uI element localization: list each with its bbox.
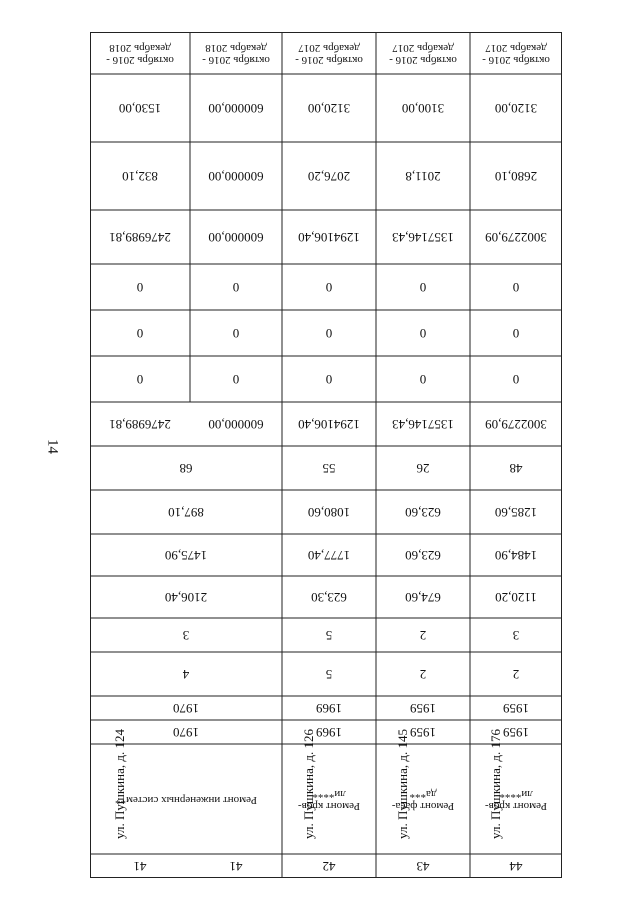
page-number: 14	[44, 439, 61, 454]
cell-c1: 4	[182, 666, 190, 682]
cell-c4: 623,60	[405, 547, 441, 563]
cell-c12: 2680,10	[494, 168, 538, 184]
cell-c4: 1777,40	[307, 547, 351, 563]
work-type: Ремонт кров-ли****	[298, 788, 360, 812]
address: ул. Пушкина, д. 126	[301, 729, 317, 839]
row-number: 42	[322, 858, 336, 874]
cell-c8: 0	[419, 279, 427, 295]
cell-c13: 3120,00	[307, 100, 351, 116]
cell-year2: 1969	[316, 700, 342, 716]
cell-c3: 2106,40	[164, 589, 208, 605]
cell-c2: 5	[325, 627, 333, 643]
cell-c12: 600000,00	[208, 168, 264, 184]
cell-period: октябрь 2016 - декабрь 2017	[295, 42, 363, 66]
cell-c7: 1357146,43	[392, 229, 454, 245]
cell-year2: 1970	[173, 700, 199, 716]
cell-c3: 1120,20	[495, 589, 537, 605]
cell-c1: 2	[512, 666, 520, 682]
cell-c5: 623,60	[405, 504, 441, 520]
cell-c8: 0	[136, 279, 144, 295]
cell-c3: 674,60	[405, 589, 441, 605]
cell-c6: 48	[509, 460, 523, 476]
cell-year2: 1959	[503, 700, 529, 716]
cell-year2: 1959	[410, 700, 436, 716]
cell-c7: 600000,00	[208, 229, 264, 245]
cell-c1: 5	[325, 666, 333, 682]
cell-c4: 1484,90	[494, 547, 538, 563]
cell-c7: 3002279,09	[485, 229, 547, 245]
row-number: 44	[509, 858, 523, 874]
cell-c12: 2076,20	[307, 168, 351, 184]
work-type: Ремонт фаса-да***	[391, 788, 455, 812]
row-number: 43	[416, 858, 430, 874]
cell-c13: 3120,00	[494, 100, 538, 116]
row-number: 41	[229, 858, 243, 874]
cell-c9: 0	[136, 325, 144, 341]
cell-c12: 2011,8	[405, 168, 441, 184]
cell-period: октябрь 2016 - декабрь 2017	[482, 42, 550, 66]
cell-c12: 832,10	[122, 168, 158, 184]
cell-c13: 600000,00	[208, 100, 264, 116]
cell-c11: 1357146,43	[392, 416, 454, 432]
cell-c9: 0	[232, 325, 240, 341]
cell-c9: 0	[325, 325, 333, 341]
cell-c3: 623,30	[311, 589, 347, 605]
cell-c10: 0	[419, 371, 427, 387]
cell-c11: 3002279,09	[485, 416, 547, 432]
cell-c10: 0	[512, 371, 520, 387]
cell-c7: 2476989,81	[109, 229, 171, 245]
cell-c6: 68	[179, 460, 193, 476]
cell-c5: 1285,60	[494, 504, 538, 520]
cell-c2: 3	[182, 627, 190, 643]
cell-c11: 600000,00	[208, 416, 264, 432]
cell-period: октябрь 2016 - декабрь 2018	[202, 42, 270, 66]
cell-c2: 2	[419, 627, 427, 643]
cell-c11: 2476989,81	[109, 416, 171, 432]
cell-c13: 1530,00	[118, 100, 162, 116]
address: ул. Пушкина, д. 124	[112, 729, 128, 839]
row-number: 41	[133, 858, 147, 874]
cell-period: октябрь 2016 - декабрь 2017	[389, 42, 457, 66]
address: ул. Пушкина, д. 176	[488, 729, 504, 839]
cell-c8: 0	[512, 279, 520, 295]
cell-c8: 0	[232, 279, 240, 295]
cell-c11: 1294106,40	[298, 416, 360, 432]
cell-c5: 1080,60	[307, 504, 351, 520]
cell-c7: 1294106,40	[298, 229, 360, 245]
cell-c4: 1475,90	[164, 547, 208, 563]
cell-c1: 2	[419, 666, 427, 682]
cell-c10: 0	[232, 371, 240, 387]
cell-year1: 1959	[503, 724, 529, 740]
cell-year1: 1959	[410, 724, 436, 740]
cell-c5: 897,10	[168, 504, 204, 520]
cell-c8: 0	[325, 279, 333, 295]
work-type: Ремонт инженерных систем**	[115, 793, 257, 806]
cell-period: октябрь 2016 - декабрь 2018	[106, 42, 174, 66]
cell-c13: 3100,00	[401, 100, 445, 116]
cell-year1: 1970	[173, 724, 199, 740]
cell-c6: 26	[416, 460, 430, 476]
cell-c10: 0	[325, 371, 333, 387]
work-type: Ремонт кров-ли****	[485, 788, 547, 812]
cell-c9: 0	[419, 325, 427, 341]
address: ул. Пушкина, д. 145	[395, 729, 411, 839]
cell-c2: 3	[512, 627, 520, 643]
cell-c9: 0	[512, 325, 520, 341]
cell-c10: 0	[136, 371, 144, 387]
cell-c6: 55	[322, 460, 336, 476]
cell-year1: 1969	[316, 724, 342, 740]
